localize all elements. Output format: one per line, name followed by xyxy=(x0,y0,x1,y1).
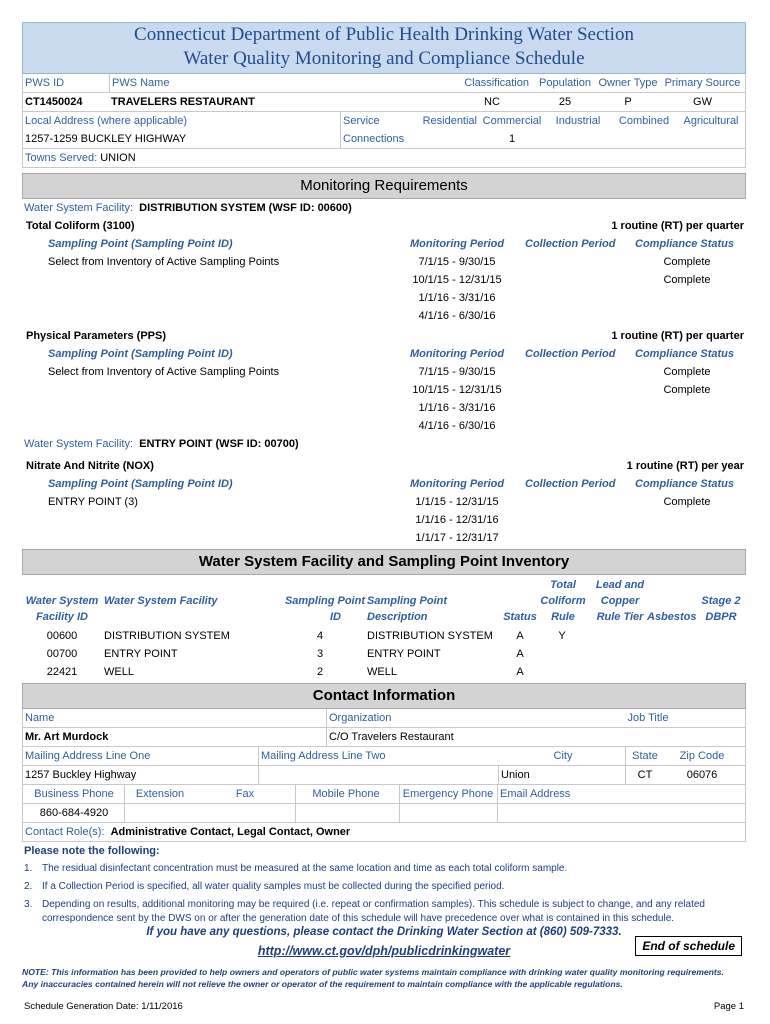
contact-name-value: Mr. Art Murdock xyxy=(25,731,109,743)
city-value: Union xyxy=(498,766,625,784)
table-row xyxy=(22,645,746,663)
pws-id-value: CT1450024 xyxy=(25,96,83,108)
page-footer xyxy=(22,998,746,1016)
pps-col-collection: Collection Period xyxy=(525,348,616,360)
zip-label: Zip Code xyxy=(679,750,725,762)
phone-label: Business Phone xyxy=(34,788,114,800)
note-item xyxy=(22,860,746,878)
nox-row xyxy=(22,457,746,475)
inv-wsf-id: 00600 xyxy=(46,630,78,642)
pps-period: 4/1/16 - 6/30/16 xyxy=(418,420,496,432)
coliform-col-status: Compliance Status xyxy=(635,238,735,250)
page-number: Page 1 xyxy=(713,1001,744,1012)
inv-h-tcr-3: Rule xyxy=(551,611,575,623)
contact-value-row-3 xyxy=(23,804,745,823)
note-item xyxy=(22,878,746,896)
nox-sampling-point: ENTRY POINT (3) xyxy=(48,496,138,508)
inv-sp-desc: ENTRY POINT xyxy=(367,648,441,660)
addr1-value: 1257 Buckley Highway xyxy=(25,769,137,781)
nox-period: 1/1/16 - 12/31/16 xyxy=(415,514,499,526)
note-number: 2. xyxy=(24,881,33,892)
mobile-label: Mobile Phone xyxy=(295,785,396,803)
pps-period-row xyxy=(22,399,746,417)
addr2-value xyxy=(258,766,499,784)
local-address-value: 1257-1259 BUCKLEY HIGHWAY xyxy=(25,133,187,145)
table-row xyxy=(22,627,746,645)
pps-col-sampling: Sampling Point (Sampling Point ID) xyxy=(48,348,233,360)
towns-value: UNION xyxy=(100,152,136,164)
inv-wsf-id: 22421 xyxy=(46,666,78,678)
inv-tcr: Y xyxy=(558,630,566,642)
inv-h-tcr-2: Coliform xyxy=(540,595,586,607)
inv-wsf: ENTRY POINT xyxy=(104,648,178,660)
phone-value: 860-684-4920 xyxy=(39,807,109,819)
note-number: 3. xyxy=(24,899,33,910)
contact-value-row-2 xyxy=(23,766,745,785)
header-title-line1: Connecticut Department of Public Health Drinking Water Section xyxy=(134,24,634,45)
inv-h-tcr-1: Total xyxy=(550,579,576,591)
nox-col-period: Monitoring Period xyxy=(410,478,505,490)
pps-status: Complete xyxy=(663,384,711,396)
pps-status: Complete xyxy=(663,366,711,378)
combined-label: Combined xyxy=(618,115,670,127)
coliform-period: 1/1/16 - 3/31/16 xyxy=(418,292,496,304)
coliform-column-headers xyxy=(22,235,746,253)
coliform-period: 10/1/15 - 12/31/15 xyxy=(412,274,502,286)
facility2-label: Water System Facility: xyxy=(24,438,133,450)
ext-label: Extension xyxy=(124,785,195,803)
contact-section-title: Contact Information xyxy=(22,683,746,709)
fax-label: Fax xyxy=(235,788,255,800)
inv-h-tcr xyxy=(537,577,589,625)
address-row xyxy=(23,112,745,149)
service-label-1: Service xyxy=(343,115,380,127)
pws-id-label: PWS ID xyxy=(25,77,65,89)
nox-status: Complete xyxy=(663,496,711,508)
pps-period-row xyxy=(22,363,746,381)
disclaimer-line2: Any inaccuracies contained herein will not relieve the owner or operator of the requirement to maintain compliance with the applicable regulations. xyxy=(22,979,623,989)
header-title-line2: Water Quality Monitoring and Compliance Schedule xyxy=(183,48,585,69)
inv-h-lcr xyxy=(590,577,650,625)
inv-h-lcr-1: Lead and xyxy=(595,579,645,591)
contact-org-value: C/O Travelers Restaurant xyxy=(326,728,539,746)
state-label: State xyxy=(625,747,664,765)
inv-h-asbestos: Asbestos xyxy=(647,611,697,623)
facility1-heading xyxy=(24,199,352,217)
nox-col-collection: Collection Period xyxy=(525,478,616,490)
notes-title: Please note the following: xyxy=(24,845,160,857)
coliform-period-row xyxy=(22,253,746,271)
coliform-period: 4/1/16 - 6/30/16 xyxy=(418,310,496,322)
note-text: The residual disinfectant concentration must be measured at the same location and time as each total coliform sample. xyxy=(42,863,568,874)
pps-column-headers xyxy=(22,345,746,363)
questions-block xyxy=(22,924,746,962)
classification-label: Classification xyxy=(464,77,529,89)
facility1-name: DISTRIBUTION SYSTEM (WSF ID: 00600) xyxy=(139,202,352,214)
schedule-sheet xyxy=(22,22,746,1016)
ext-value xyxy=(124,804,195,822)
monitoring-section-title: Monitoring Requirements xyxy=(22,173,746,199)
inventory-section-title: Water System Facility and Sampling Point Inventory xyxy=(22,549,746,575)
primary-source-label: Primary Source xyxy=(664,77,741,89)
owner-type-value: P xyxy=(624,96,632,108)
inv-h-sp-id-1: Sampling Point xyxy=(284,595,365,607)
zip-value: 06076 xyxy=(686,769,718,781)
coliform-col-period: Monitoring Period xyxy=(410,238,505,250)
nox-name: Nitrate And Nitrite (NOX) xyxy=(26,460,154,472)
service-label-2: Connections xyxy=(343,133,405,145)
city-label: City xyxy=(553,750,573,762)
primary-source-value: GW xyxy=(693,96,712,108)
note-number: 1. xyxy=(24,863,33,874)
contact-roles-value: Administrative Contact, Legal Contact, Owner xyxy=(110,826,351,838)
coliform-period: 7/1/15 - 9/30/15 xyxy=(418,256,496,268)
note-text: If a Collection Period is specified, all water quality samples must be collected during the specified period. xyxy=(42,881,505,892)
nox-period: 1/1/15 - 12/31/15 xyxy=(415,496,499,508)
contact-org-label: Organization xyxy=(326,709,539,727)
pps-period: 10/1/15 - 12/31/15 xyxy=(412,384,502,396)
pps-frequency: 1 routine (RT) per quarter xyxy=(611,330,744,342)
coliform-period-row xyxy=(22,307,746,325)
inv-h-sp-desc-2: Description xyxy=(367,611,428,623)
agricultural-label: Agricultural xyxy=(683,115,739,127)
inv-sp-id: 3 xyxy=(316,648,324,660)
coliform-period-row xyxy=(22,271,746,289)
contact-roles-label: Contact Role(s): xyxy=(25,826,105,838)
pps-period: 7/1/15 - 9/30/15 xyxy=(418,366,496,378)
document-header xyxy=(22,22,746,74)
inv-h-dbpr xyxy=(698,593,744,625)
generation-date: Schedule Generation Date: 1/11/2016 xyxy=(24,1001,183,1012)
inv-wsf-id: 00700 xyxy=(46,648,78,660)
note-item xyxy=(22,896,746,924)
pps-period: 1/1/16 - 3/31/16 xyxy=(418,402,496,414)
pws-name-label: PWS Name xyxy=(109,74,452,92)
nox-period: 1/1/17 - 12/31/17 xyxy=(415,532,499,544)
facility2-row xyxy=(22,435,746,453)
coliform-col-sampling: Sampling Point (Sampling Point ID) xyxy=(48,238,233,250)
inv-h-lcr-2: Copper xyxy=(600,595,640,607)
contact-label-row-1 xyxy=(23,709,745,728)
contact-job-label: Job Title xyxy=(627,712,669,724)
nox-period-row xyxy=(22,493,746,511)
inv-sp-desc: DISTRIBUTION SYSTEM xyxy=(367,630,493,642)
disclaimer-line1: NOTE: This information has been provided to help owners and operators of public water systems maintain compliance with drinking water quality monitoring requirements. xyxy=(22,967,724,977)
inventory-header xyxy=(22,575,746,627)
emergency-label: Emergency Phone xyxy=(399,785,496,803)
commercial-label: Commercial xyxy=(482,115,542,127)
note-text-continued: correspondence sent by the DWS on or after the generation date of this schedule will have precedence over what is contained in this schedule. xyxy=(42,913,675,924)
end-of-schedule-box: End of schedule xyxy=(635,936,742,956)
coliform-col-collection: Collection Period xyxy=(525,238,616,250)
industrial-label: Industrial xyxy=(555,115,601,127)
coliform-frequency: 1 routine (RT) per quarter xyxy=(611,220,744,232)
towns-row xyxy=(23,149,745,168)
population-value: 25 xyxy=(558,96,572,108)
coliform-sampling-point: Select from Inventory of Active Sampling Points xyxy=(48,256,280,268)
dph-url-link[interactable]: http://www.ct.gov/dph/publicdrinkingwater xyxy=(257,944,511,958)
email-value xyxy=(497,804,618,822)
pps-period-row xyxy=(22,381,746,399)
inv-h-lcr-3: Rule Tier xyxy=(596,611,644,623)
emergency-value xyxy=(399,804,496,822)
contact-value-row-1 xyxy=(23,728,745,747)
pps-row xyxy=(22,327,746,345)
facility2-name: ENTRY POINT (WSF ID: 00700) xyxy=(139,438,299,450)
coliform-period-row xyxy=(22,289,746,307)
local-address-label: Local Address (where applicable) xyxy=(25,115,188,127)
pps-sampling-point: Select from Inventory of Active Sampling Points xyxy=(48,366,280,378)
addr1-label: Mailing Address Line One xyxy=(25,750,151,762)
pps-period-row xyxy=(22,417,746,435)
inv-h-sp-desc-1: Sampling Point xyxy=(367,595,448,607)
contact-roles-row xyxy=(23,823,745,842)
inv-sp-id: 4 xyxy=(316,630,324,642)
coliform-status: Complete xyxy=(663,256,711,268)
towns-served xyxy=(25,149,425,167)
inv-wsf: WELL xyxy=(104,666,134,678)
inv-status: A xyxy=(516,666,524,678)
inv-h-dbpr-1: Stage 2 xyxy=(701,595,741,607)
facility1-row xyxy=(22,199,746,217)
nox-column-headers xyxy=(22,475,746,493)
addr2-label: Mailing Address Line Two xyxy=(258,747,461,765)
notes-title-row xyxy=(22,842,746,860)
email-label: Email Address xyxy=(497,785,620,803)
inv-h-sp-id xyxy=(277,593,365,625)
inv-h-wsf: Water System Facility xyxy=(104,595,218,607)
commercial-value: 1 xyxy=(508,133,516,145)
towns-label: Towns Served: xyxy=(25,152,98,164)
contact-label-row-2 xyxy=(23,747,745,766)
questions-text: If you have any questions, please contact the Drinking Water Section at (860) 509-7333. xyxy=(146,926,622,938)
inv-h-wsf-id-2: Facility ID xyxy=(36,611,88,623)
inv-h-wsf-id xyxy=(22,593,102,625)
facility1-label: Water System Facility: xyxy=(24,202,133,214)
contact-label-row-3 xyxy=(23,785,745,804)
inv-h-sp-id-2: ID xyxy=(330,611,341,623)
nox-frequency: 1 routine (RT) per year xyxy=(626,460,744,472)
inv-h-sp-desc xyxy=(367,593,447,625)
mobile-value xyxy=(295,804,396,822)
contact-roles xyxy=(25,823,725,841)
inv-wsf: DISTRIBUTION SYSTEM xyxy=(104,630,230,642)
service-connections-label xyxy=(340,112,413,148)
nox-period-row xyxy=(22,529,746,547)
pps-name: Physical Parameters (PPS) xyxy=(26,330,167,342)
nox-col-status: Compliance Status xyxy=(635,478,735,490)
coliform-name: Total Coliform (3100) xyxy=(26,220,135,232)
pws-name-value: TRAVELERS RESTAURANT xyxy=(111,96,255,108)
inv-h-status: Status xyxy=(503,611,537,623)
coliform-status: Complete xyxy=(663,274,711,286)
inv-h-dbpr-2: DBPR xyxy=(705,611,737,623)
disclaimer xyxy=(22,966,746,990)
population-label: Population xyxy=(539,77,591,89)
owner-type-label: Owner Type xyxy=(598,77,658,89)
state-value: CT xyxy=(625,766,664,784)
inv-status: A xyxy=(516,648,524,660)
inv-h-wsf-id-1: Water System xyxy=(25,595,99,607)
inv-sp-id: 2 xyxy=(316,666,324,678)
inv-sp-desc: WELL xyxy=(367,666,397,678)
system-label-row xyxy=(23,74,745,93)
pps-col-period: Monitoring Period xyxy=(410,348,505,360)
coliform-row xyxy=(22,217,746,235)
residential-label: Residential xyxy=(422,115,477,127)
classification-value: NC xyxy=(484,96,500,108)
nox-period-row xyxy=(22,511,746,529)
table-row xyxy=(22,663,746,681)
facility2-heading xyxy=(24,435,299,453)
nox-col-sampling: Sampling Point (Sampling Point ID) xyxy=(48,478,233,490)
contact-name-label: Name xyxy=(25,712,55,724)
system-value-row xyxy=(23,93,745,112)
pps-col-status: Compliance Status xyxy=(635,348,735,360)
contact-grid xyxy=(22,709,746,842)
system-info-grid xyxy=(22,74,746,168)
inv-status: A xyxy=(516,630,524,642)
note-text: Depending on results, additional monitoring may be required (i.e. repeat or confirmation samples). This schedule is subject to change, and any related xyxy=(42,899,705,910)
